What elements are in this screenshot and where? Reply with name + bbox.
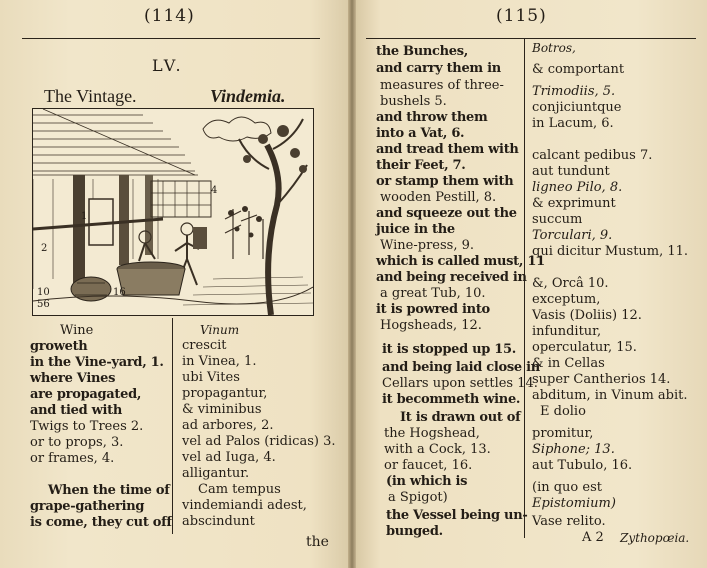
printer-signature: A 2 [582,530,604,545]
right-en-line: and being received in [376,270,527,285]
right-la-line: qui dicitur Mustum, 11. [532,244,689,259]
left-en-line: Twigs to Trees 2. [30,419,144,434]
right-la-line: & comportant [532,62,625,77]
left-la-line: propagantur, [182,386,268,401]
right-la-line: abditum, in Vinum abit. [532,388,688,403]
right-la-line: ligneo Pilo, 8. [532,180,623,195]
title-latin: Vindemia. [210,86,286,106]
left-en-line: groweth [30,339,88,354]
right-en-line: a Spigot) [388,490,448,505]
right-la-line: promitur, [532,426,594,441]
right-la-line: aut Tubulo, 16. [532,458,633,473]
left-la-line: Cam tempus [198,482,281,497]
figure-label-2: 2 [41,243,48,254]
right-la-line: in Lacum, 6. [532,116,614,131]
left-la-line: ubi Vites [182,370,240,385]
right-en-line: Wine-press, 9. [380,238,474,253]
right-en-line: or faucet, 16. [384,458,473,473]
right-en-line: It is drawn out of [400,410,521,425]
woodcut-drawing [33,109,313,315]
right-la-line: Vasis (Doliis) 12. [532,308,642,323]
title-english: The Vintage. [44,86,137,106]
right-en-line: bunged. [386,524,443,539]
left-la-line: alligantur. [182,466,250,481]
left-en-line: is come, they cut off [30,515,172,530]
right-en-line: it becommeth wine. [382,392,521,407]
right-en-line: (in which is [386,474,468,489]
right-en-line: Cellars upon settles 14. [382,376,538,391]
right-en-line: wooden Pestill, 8. [380,190,497,205]
left-en-line: When the time of [48,483,170,498]
left-la-line: abscindunt [182,514,255,529]
right-en-line: bushels 5. [380,94,447,109]
right-la-line: & exprimunt [532,196,616,211]
figure-label-56: 56 [37,299,50,310]
vintage-woodcut-illustration [32,108,314,316]
right-la-line: succum [532,212,583,227]
right-la-line: aut tundunt [532,164,610,179]
right-en-line: it is stopped up 15. [382,342,516,357]
left-la-line: Vinum [200,323,240,337]
left-en-line: or frames, 4. [30,451,115,466]
left-la-line: ad arbores, 2. [182,418,274,433]
right-page-number: (115) [496,6,547,26]
left-la-line: crescit [182,338,227,353]
right-la-line: exceptum, [532,292,601,307]
left-en-line: in the Vine-yard, 1. [30,355,164,370]
right-la-line: operculatur, 15. [532,340,637,355]
right-la-line: & in Cellas [532,356,605,371]
right-la-line: infunditur, [532,324,602,339]
left-la-line: in Vinea, 1. [182,354,257,369]
figure-label-4: 4 [211,185,218,196]
right-en-line: it is powred into [376,302,490,317]
right-catchword: Zythopœia. [620,531,690,545]
left-page-number: (114) [144,6,195,26]
right-en-line: Hogsheads, 12. [380,318,482,333]
left-la-line: & viminibus [182,402,262,417]
right-en-line: into a Vat, 6. [376,126,465,141]
right-la-line: Torculari, 9. [532,228,613,243]
book-gutter [348,0,356,568]
right-en-line: the Bunches, [376,44,469,59]
right-la-line: super Cantherios 14. [532,372,671,387]
right-en-line: juice in the [376,222,455,237]
right-en-line: and tread them with [376,142,519,157]
left-en-line: grape-gathering [30,499,145,514]
left-la-line: vel ad Iuga, 4. [182,450,276,465]
right-en-line: with a Cock, 13. [384,442,491,457]
left-en-line: or to props, 3. [30,435,124,450]
right-la-line: Epistomium) [532,496,616,511]
right-la-line: Siphone; 13. [532,442,615,457]
right-la-line: Vase relito. [532,514,606,529]
right-en-line: measures of three- [380,78,504,93]
figure-label-10: 10 [37,287,50,298]
left-en-line: where Vines [30,371,116,386]
right-en-line: the Hogshead, [384,426,480,441]
left-header-rule [22,38,320,39]
left-catchword: the [306,534,329,550]
right-la-line: Trimodiis, 5. [532,84,616,99]
figure-label-16: 16 [113,287,126,298]
left-la-line: vindemiandi adest, [182,498,307,513]
left-la-line: vel ad Palos (ridicas) 3. [182,434,336,449]
right-en-line: which is called must, 11 [376,254,545,269]
right-la-line: &, Orcâ 10. [532,276,609,291]
chapter-number: LV. [152,56,184,75]
left-column-divider [172,318,173,534]
right-en-line: a great Tub, 10. [380,286,486,301]
right-en-line: and squeeze out the [376,206,517,221]
right-la-line: (in quo est [532,480,602,495]
right-en-line: and throw them [376,110,488,125]
right-en-line: and carry them in [376,61,501,76]
left-en-line: Wine [60,323,94,338]
right-la-line: conjiciuntque [532,100,622,115]
right-en-line: their Feet, 7. [376,158,466,173]
figure-label-1: 1 [81,211,88,222]
left-en-line: and tied with [30,403,123,418]
right-header-rule [366,38,696,39]
right-la-line: Botros, [532,41,576,55]
right-en-line: the Vessel being un- [386,508,528,523]
right-en-line: and being laid close in [382,360,540,375]
right-la-line: E dolio [540,404,586,419]
right-en-line: or stamp them with [376,174,514,189]
left-en-line: are propagated, [30,387,142,402]
right-column-divider [524,38,525,538]
right-la-line: calcant pedibus 7. [532,148,653,163]
